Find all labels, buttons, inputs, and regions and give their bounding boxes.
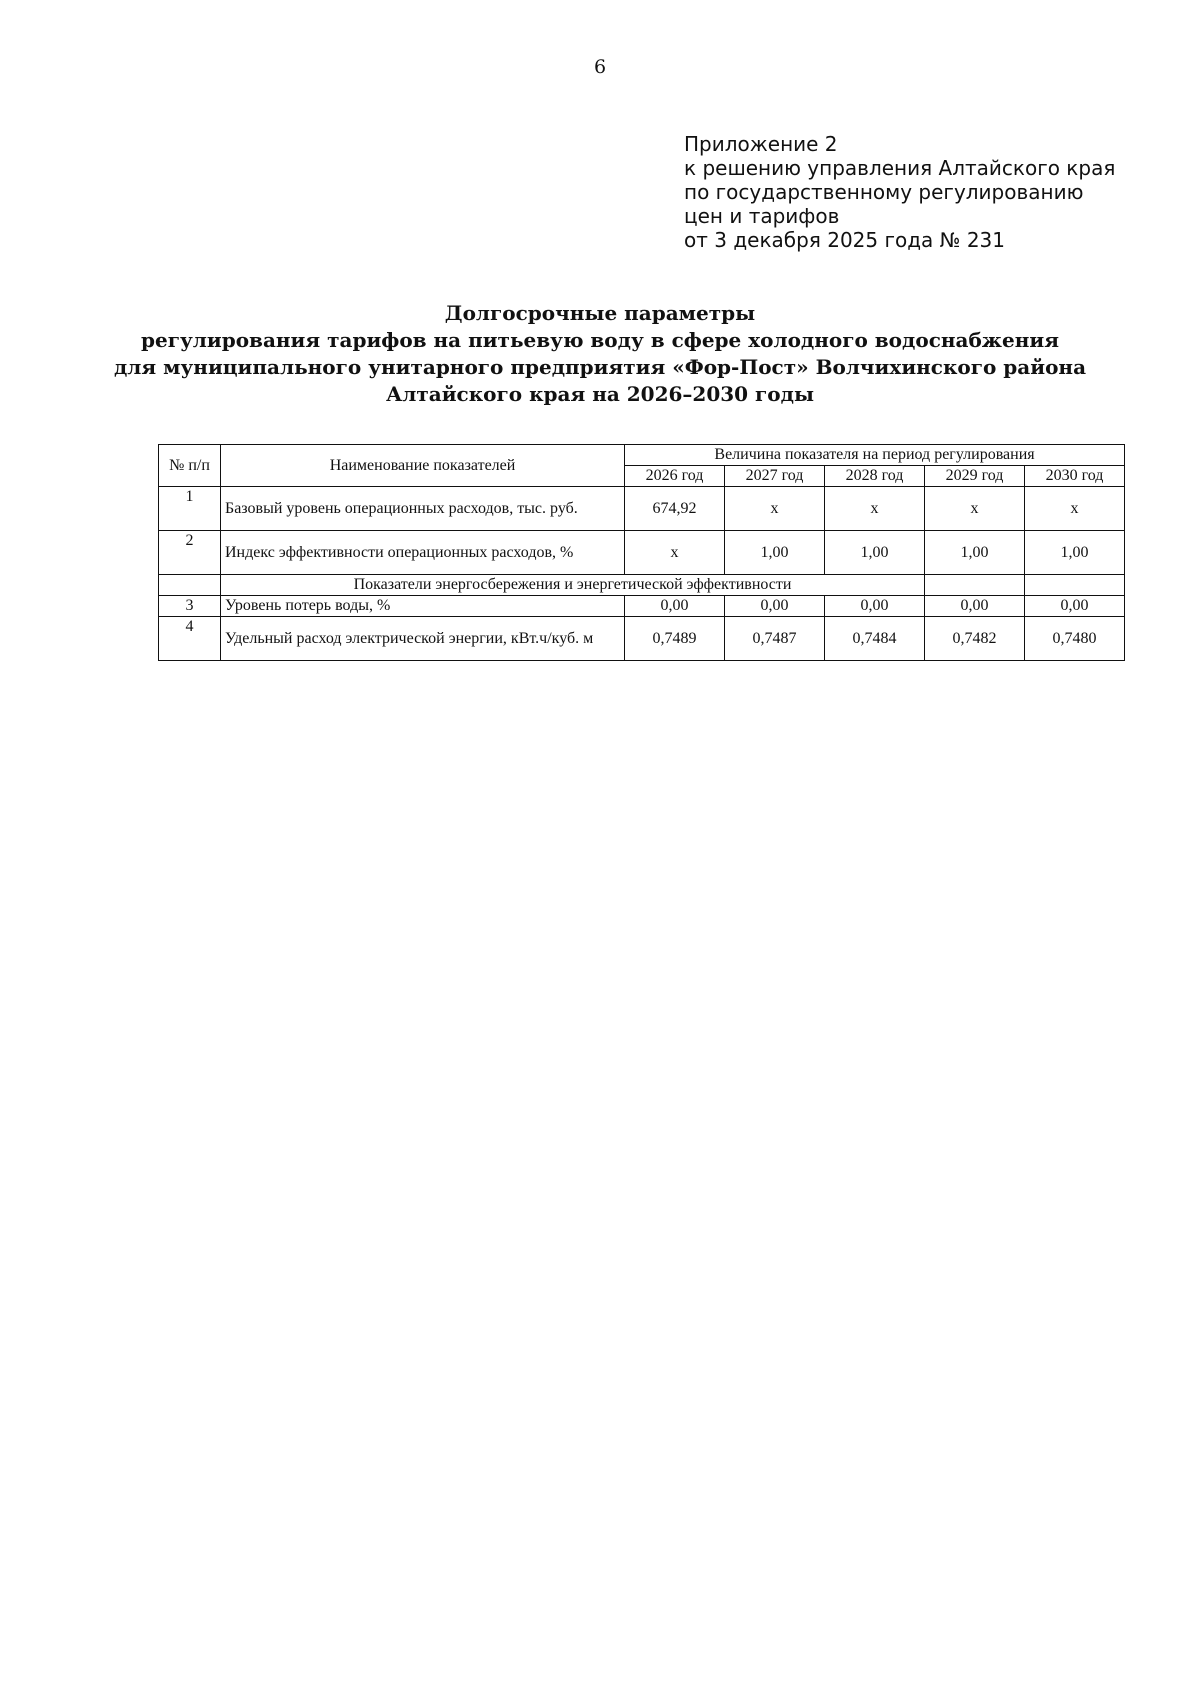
row-value: х [1025, 487, 1125, 531]
year-header: 2029 год [925, 466, 1025, 487]
title-line: Долгосрочные параметры [444, 301, 756, 325]
row-value: 0,00 [625, 596, 725, 617]
title-line: для муниципального унитарного предприятия «Фор-Пост» Волчихинского района [113, 355, 1087, 379]
row-value: 0,00 [925, 596, 1025, 617]
table-row [159, 487, 1125, 531]
row-value: 0,7482 [925, 617, 1025, 661]
parameters-table [158, 444, 1125, 661]
row-value: 0,7480 [1025, 617, 1125, 661]
section-empty-cell [925, 575, 1025, 596]
row-value: 0,7487 [725, 617, 825, 661]
year-header: 2028 год [825, 466, 925, 487]
row-name: Базовый уровень операционных расходов, тыс. руб. [221, 487, 625, 531]
header-period-cell: Величина показателя на период регулирования [625, 445, 1125, 466]
row-value: 1,00 [1025, 531, 1125, 575]
row-value: х [725, 487, 825, 531]
row-number: 2 [159, 531, 221, 575]
row-name: Удельный расход электрической энергии, кВт.ч/куб. м [221, 617, 625, 661]
year-header: 2026 год [625, 466, 725, 487]
title-line: Алтайского края на 2026–2030 годы [385, 382, 815, 406]
row-value: 1,00 [925, 531, 1025, 575]
row-name: Уровень потерь воды, % [221, 596, 625, 617]
table-row [159, 531, 1125, 575]
table-header-row [159, 445, 1125, 466]
document-title [100, 300, 1100, 408]
table-row [159, 617, 1125, 661]
page-number: 6 [593, 56, 607, 78]
appendix-block [684, 132, 1184, 252]
section-header: Показатели энергосбережения и энергетической эффективности [221, 575, 925, 596]
row-number: 4 [159, 617, 221, 661]
appendix-line: по государственному регулированию [684, 180, 1084, 204]
year-header: 2030 год [1025, 466, 1125, 487]
appendix-line: от 3 декабря 2025 года № 231 [684, 228, 1005, 252]
appendix-line: Приложение 2 [684, 132, 838, 156]
table-row [159, 596, 1125, 617]
row-value: х [925, 487, 1025, 531]
header-name-cell: Наименование показателей [221, 445, 625, 487]
row-value: 674,92 [625, 487, 725, 531]
year-header: 2027 год [725, 466, 825, 487]
appendix-line: цен и тарифов [684, 204, 840, 228]
appendix-line: к решению управления Алтайского края [684, 156, 1116, 180]
row-value: 1,00 [825, 531, 925, 575]
title-line: регулирования тарифов на питьевую воду в сфере холодного водоснабжения [141, 328, 1059, 352]
section-empty-cell [159, 575, 221, 596]
row-value: 0,7489 [625, 617, 725, 661]
row-number: 3 [159, 596, 221, 617]
row-value: 0,7484 [825, 617, 925, 661]
row-value: 0,00 [825, 596, 925, 617]
section-header-row [159, 575, 1125, 596]
row-value: х [825, 487, 925, 531]
row-value: 1,00 [725, 531, 825, 575]
row-value: 0,00 [1025, 596, 1125, 617]
header-number-cell: № п/п [159, 445, 221, 487]
row-value: 0,00 [725, 596, 825, 617]
row-number: 1 [159, 487, 221, 531]
row-name: Индекс эффективности операционных расходов, % [221, 531, 625, 575]
section-empty-cell [1025, 575, 1125, 596]
row-value: х [625, 531, 725, 575]
